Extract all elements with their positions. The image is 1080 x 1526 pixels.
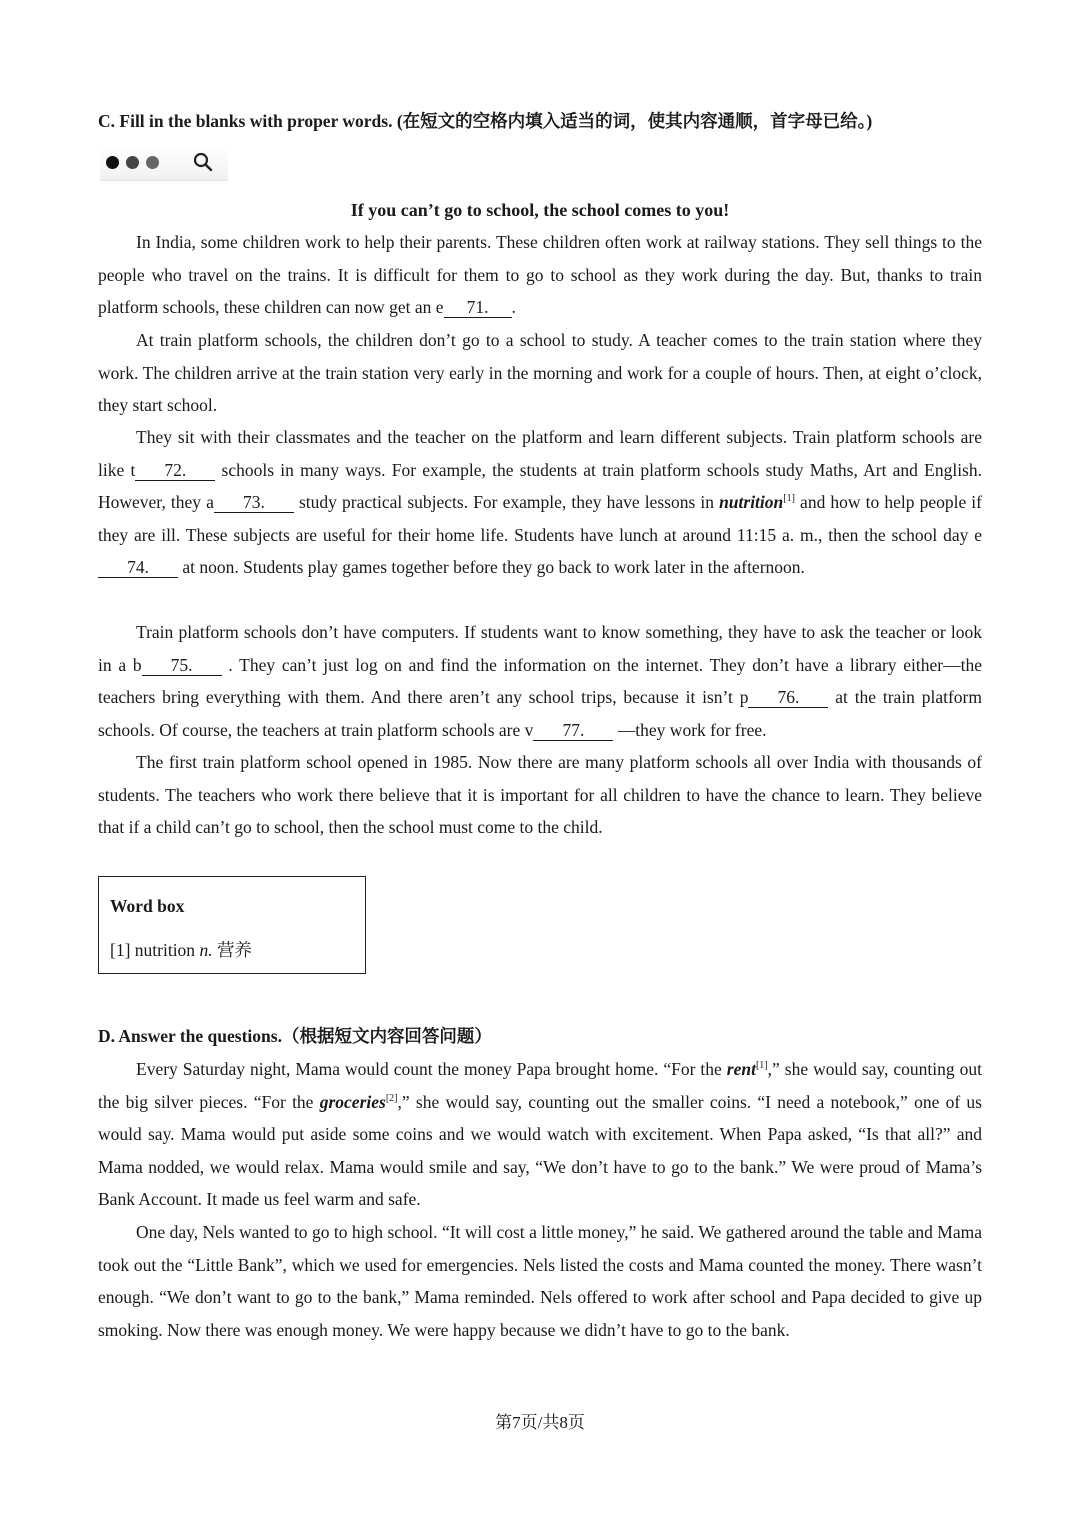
paragraph-text: at noon. Students play games together before they go back to work later in the afternoon. [178, 557, 805, 578]
passage-title: If you can’t go to school, the school comes to you! [350, 200, 730, 220]
paragraph-text: ,” she would say, counting out the big silver pieces. “For the [98, 1059, 983, 1112]
blank-71[interactable]: 71. [444, 297, 512, 318]
story-paragraph-2: One day, Nels wanted to go to high school. “It will cost a little money,” he said. We gathered around the table and Mama took out the “Little Bank”, which we used for emergencies. Nels listed the costs and Mama counted the money. There wasn’t enough. “We don’t want to go to the bank,” Mama reminded. Nels offered to work after school and Papa decided to give up smoking. Now there was enough money. We were happy because we didn’t have to go to the bank. [98, 1222, 982, 1340]
paragraph-text: study practical subjects. For example, they have lessons in [293, 492, 720, 513]
passage-paragraph-2: At train platform schools, the children don’t go to a school to study. A teacher comes to the train station where they work. The children arrive at the train station very early in the morning and work for a couple of hours. Then, at eight o’clock, they start school. [98, 330, 982, 416]
entry-pos: n. [199, 940, 213, 960]
word-box-entry [110, 937, 252, 962]
blank-75[interactable]: 75. [142, 655, 222, 676]
word-box-title: Word box [110, 896, 185, 916]
paragraph-text: In India, some children work to help their parents. These children often work at railway stations. They sell things to the people who travel on the trains. It is difficult for them to go to school as they work during the day. But, thanks to train platform schools, these children can now get an e [98, 232, 982, 318]
paragraph-text: . They can’t just log on and find the information on the internet. They don’t have a library either—the teachers bring everything with them. And there aren’t any school trips, because it isn’t p [98, 654, 982, 708]
blank-76[interactable]: 76. [748, 687, 828, 708]
blank-72[interactable]: 72. [135, 460, 215, 481]
paragraph-text: Train platform schools don’t have computers. If students want to know something, they have to ask the teacher or look in a b [98, 622, 982, 675]
footnote-marker: [1] [783, 493, 795, 505]
passage-paragraph-1 [98, 226, 982, 324]
entry-definition: 营养 [212, 940, 252, 960]
nutrition-word: nutrition [719, 492, 784, 513]
toolbar [100, 146, 228, 181]
paragraph-text: at the train platform schools. Of course, the teachers at train platform schools are v [98, 687, 982, 740]
footnote-marker: [1] [755, 1060, 768, 1072]
story-paragraph-1 [98, 1053, 982, 1216]
footnote-marker: [2] [385, 1092, 398, 1104]
search-icon[interactable] [192, 151, 214, 173]
paragraph-text: Every Saturday night, Mama would count the money Papa brought home. “For the [136, 1059, 727, 1079]
word-box [98, 876, 366, 974]
paragraph-text: . [511, 297, 516, 318]
blank-74[interactable]: 74. [98, 557, 178, 578]
blank-77[interactable]: 77. [533, 720, 613, 741]
paragraph-text: and how to help people if they are ill. These subjects are useful for their home life. Students have lunch at around 11:15 a. m., then the school day e [98, 492, 982, 545]
paragraph-text: ,” she would say, counting out the smaller coins. “I need a notebook,” one of us would say. Mama would put aside some coins and we would watch with excitement. When Papa asked, “Is that all?” and Mama nodded, we would relax. Mama would smile and say, “We don’t have to go to the bank.” We were proud of Mama’s Bank Account. It made us feel warm and safe. [98, 1091, 982, 1210]
groceries-word: groceries [319, 1091, 386, 1112]
passage-paragraph-5: The first train platform school opened in 1985. Now there are many platform schools all over India with thousands of students. The teachers who work there believe that it is important for all children to have the chance to learn. They believe that if a child can’t go to school, then the school must come to the child. [98, 752, 982, 838]
section-d-heading: D. Answer the questions.（根据短文内容回答问题） [98, 1026, 492, 1046]
passage-paragraph-3 [98, 421, 982, 584]
page-number: 第7页/共8页 [495, 1413, 585, 1432]
paragraph-text: They sit with their classmates and the teacher on the platform and learn different subjects. Train platform schools are like t [98, 427, 982, 480]
entry-word: [1] nutrition [110, 940, 200, 960]
paragraph-text: schools in many ways. For example, the students at train platform schools study Maths, Art and English. However, they a [98, 459, 982, 513]
blank-73[interactable]: 73. [214, 492, 294, 513]
rent-word: rent [726, 1059, 756, 1079]
passage-paragraph-4 [98, 616, 982, 746]
paragraph-text: —they work for free. [613, 719, 767, 740]
dot-icon[interactable] [146, 156, 159, 169]
section-c-heading: C. Fill in the blanks with proper words. (在短文的空格内填入适当的词，使其内容通顺，首字母已给。) [98, 111, 873, 131]
dot-icon[interactable] [126, 156, 139, 169]
dot-icon[interactable] [106, 156, 119, 169]
